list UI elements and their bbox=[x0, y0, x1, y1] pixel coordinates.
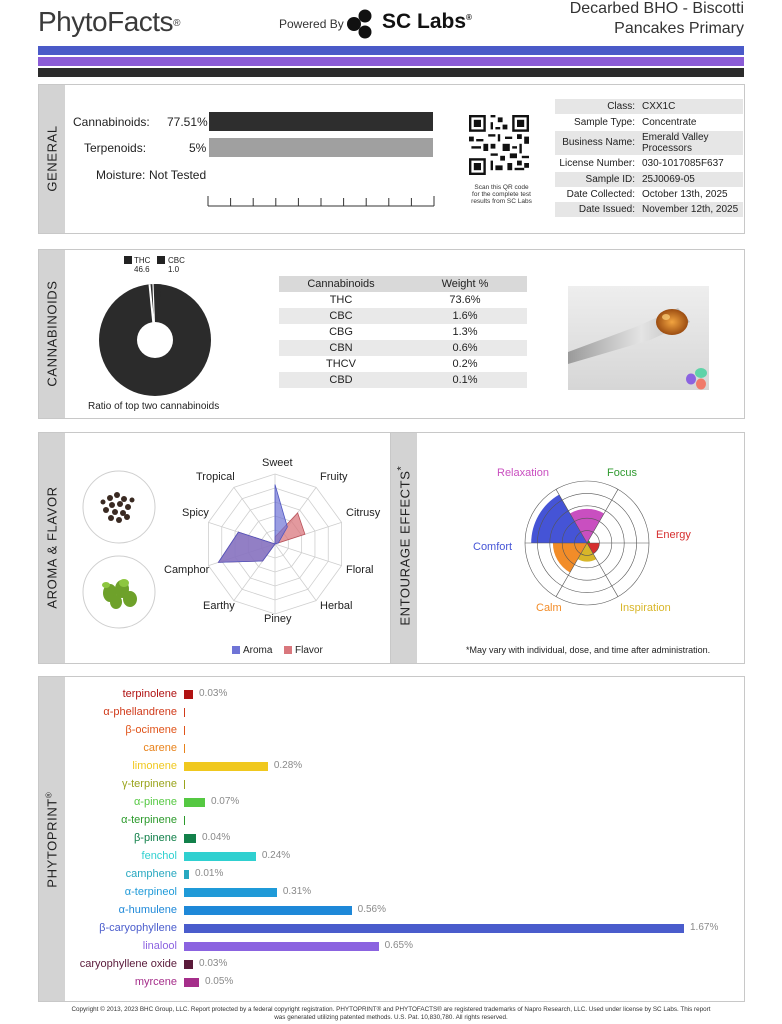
cell-name: CBC bbox=[329, 310, 353, 322]
terpene-value: 1.67% bbox=[690, 922, 719, 933]
axis-label-spicy: Spicy bbox=[182, 507, 209, 519]
info-row-sample-id bbox=[555, 172, 743, 187]
brand-mark: ® bbox=[173, 18, 180, 29]
terpene-bar bbox=[184, 762, 268, 771]
cell-weight: 1.3% bbox=[452, 326, 478, 338]
terpene-name: β-pinene bbox=[133, 832, 177, 844]
terpene-row bbox=[0, 902, 782, 920]
effect-label-inspiration: Inspiration bbox=[620, 602, 671, 614]
legend-cbc-value: 1.0 bbox=[168, 265, 180, 274]
terpene-bar bbox=[184, 870, 189, 879]
terpene-row bbox=[0, 704, 782, 722]
axis-label-fruity: Fruity bbox=[320, 471, 348, 483]
qr-caption bbox=[449, 184, 554, 205]
table-row bbox=[279, 340, 527, 356]
lab-name-text: SC Labs bbox=[382, 10, 467, 33]
stripe-black bbox=[38, 68, 744, 77]
legend-cbc-name: CBC bbox=[168, 256, 185, 265]
terpene-value: 0.07% bbox=[210, 796, 240, 807]
terpene-bar bbox=[184, 924, 684, 933]
terpene-bar bbox=[184, 978, 199, 987]
terpene-row bbox=[0, 791, 782, 812]
terpene-name: β-ocimene bbox=[125, 724, 177, 736]
terpene-bar bbox=[184, 708, 185, 717]
cannabinoids-side bbox=[39, 250, 65, 418]
product-title-line1: Decarbed BHO - Biscotti bbox=[569, 0, 744, 17]
lab-mark: ® bbox=[466, 13, 472, 22]
effect-label-calm: Calm bbox=[536, 602, 562, 614]
info-row-business-name bbox=[555, 131, 743, 155]
terpene-row bbox=[0, 938, 782, 956]
col-header-cannabinoids: Cannabinoids bbox=[307, 278, 375, 290]
terpene-name: caryophyllene oxide bbox=[79, 958, 177, 970]
info-row-date-issued bbox=[555, 202, 743, 217]
aroma-section-label: AROMA & FLAVOR bbox=[44, 486, 60, 609]
effects-title: ENTOURAGE EFFECTS bbox=[397, 470, 413, 626]
radar-spoke bbox=[275, 544, 342, 566]
terpene-bar bbox=[184, 798, 205, 807]
info-key: Date Collected: bbox=[566, 189, 635, 200]
axis-label-floral: Floral bbox=[346, 564, 374, 576]
cell-weight: 73.6% bbox=[449, 294, 481, 306]
legend-thc-swatch bbox=[124, 256, 132, 264]
terpene-value: 0.28% bbox=[273, 760, 303, 771]
terpene-name: α-pinene bbox=[133, 796, 177, 808]
terpene-name: myrcene bbox=[134, 976, 177, 988]
brand-logo bbox=[38, 6, 180, 38]
terpene-bar bbox=[184, 906, 352, 915]
hops-image bbox=[82, 555, 156, 629]
stripe-blue bbox=[38, 46, 744, 55]
legend-aroma-swatch bbox=[232, 646, 240, 654]
info-value: October 13th, 2025 bbox=[642, 189, 728, 200]
brand-name: PhytoFacts bbox=[38, 6, 174, 37]
table-row bbox=[279, 324, 527, 340]
terpene-bar bbox=[184, 888, 277, 897]
info-key: Sample Type: bbox=[574, 117, 635, 128]
terpene-bar bbox=[184, 780, 185, 789]
legend-cbc-swatch bbox=[157, 256, 165, 264]
legend-thc-name: THC bbox=[134, 256, 151, 265]
effects-wheel bbox=[512, 480, 662, 610]
terpene-name: β-caryophyllene bbox=[99, 922, 177, 934]
terpene-row bbox=[0, 884, 782, 902]
aroma-flavor-radar bbox=[160, 452, 390, 632]
terpene-value: 0.05% bbox=[204, 976, 234, 987]
axis-label-herbal: Herbal bbox=[320, 600, 353, 612]
axis-label-earthy: Earthy bbox=[203, 600, 235, 612]
info-value: 030-1017085F637 bbox=[642, 158, 724, 169]
terpene-bar bbox=[184, 816, 185, 825]
sc-labs-badge-icon bbox=[684, 366, 710, 392]
terpene-bar bbox=[184, 726, 185, 735]
terpene-row bbox=[0, 812, 782, 830]
info-key: Business Name: bbox=[562, 137, 635, 148]
phytoprint-mark: ® bbox=[44, 791, 54, 799]
info-value: November 12th, 2025 bbox=[642, 204, 739, 215]
info-key: Date Issued: bbox=[578, 204, 635, 215]
footer-copyright bbox=[30, 1006, 752, 1022]
effects-spoke bbox=[587, 543, 618, 597]
powered-by-label: Powered By bbox=[279, 17, 344, 31]
product-title-line2: Pancakes Primary bbox=[614, 20, 744, 37]
info-value: 25J0069-05 bbox=[642, 174, 695, 185]
qr-code-icon[interactable] bbox=[469, 115, 529, 175]
cell-name: CBN bbox=[329, 342, 353, 354]
terpene-bar bbox=[184, 960, 193, 969]
moisture-label: Moisture: bbox=[96, 168, 146, 182]
terpene-value: 0.03% bbox=[199, 688, 228, 699]
legend-aroma-label: Aroma bbox=[243, 645, 273, 656]
terpene-name: α-phellandrene bbox=[103, 706, 177, 718]
terpene-row bbox=[0, 758, 782, 776]
effect-label-energy: Energy bbox=[656, 529, 691, 541]
stripe-purple bbox=[38, 57, 744, 66]
cell-weight: 0.6% bbox=[452, 342, 478, 354]
cell-name: CBG bbox=[329, 326, 353, 338]
axis-label-piney: Piney bbox=[264, 613, 292, 625]
terpene-bar bbox=[184, 852, 256, 861]
effect-label-relaxation: Relaxation bbox=[497, 467, 549, 479]
effects-side bbox=[391, 433, 417, 663]
cannabinoids-section-label: CANNABINOIDS bbox=[44, 280, 60, 387]
cannabinoids-bar bbox=[209, 112, 433, 131]
cell-name: CBD bbox=[329, 374, 353, 386]
terpene-bar-chart bbox=[0, 686, 782, 996]
general-side bbox=[39, 85, 65, 233]
terpene-row bbox=[0, 776, 782, 794]
effects-mark: * bbox=[395, 465, 408, 471]
aroma-side bbox=[39, 433, 65, 663]
cell-name: THCV bbox=[326, 358, 356, 370]
cell-weight: 0.2% bbox=[452, 358, 478, 370]
info-key: Sample ID: bbox=[585, 174, 635, 185]
legend-flavor-swatch bbox=[284, 646, 292, 654]
cannabinoids-label: Cannabinoids: bbox=[73, 115, 150, 129]
terpenoids-value: 5% bbox=[189, 141, 207, 155]
info-value-line2: Processors bbox=[642, 143, 693, 154]
terpene-name: α-terpinene bbox=[121, 814, 177, 826]
info-key: Class: bbox=[607, 101, 635, 112]
terpenoids-label: Terpenoids: bbox=[84, 141, 147, 155]
info-key: License Number: bbox=[559, 158, 635, 169]
terpene-value: 0.65% bbox=[384, 940, 413, 951]
peppercorn-image bbox=[82, 470, 156, 544]
terpene-value: 0.24% bbox=[261, 850, 291, 861]
terpene-bar bbox=[184, 744, 185, 753]
terpene-row bbox=[0, 722, 782, 740]
info-value: Concentrate bbox=[642, 117, 697, 128]
terpene-name: camphene bbox=[125, 868, 177, 880]
terpene-value: 0.31% bbox=[282, 886, 312, 897]
effect-label-focus: Focus bbox=[607, 467, 637, 479]
legend-thc-value: 46.6 bbox=[134, 265, 150, 274]
phytoprint-title: PHYTOPRINT bbox=[44, 798, 60, 888]
info-value: CXX1C bbox=[642, 101, 676, 112]
sc-labs-logo-icon bbox=[345, 9, 377, 39]
qr-caption-line1: Scan this QR code bbox=[474, 184, 529, 191]
qr-caption-line2: for the complete test bbox=[472, 191, 531, 198]
table-header bbox=[279, 276, 527, 292]
terpene-name: fenchol bbox=[141, 850, 177, 862]
effect-label-comfort: Comfort bbox=[473, 541, 513, 553]
cannabinoid-ratio-donut bbox=[98, 283, 212, 397]
info-row-date-collected bbox=[555, 187, 743, 202]
info-row-sample-type bbox=[555, 115, 743, 130]
terpene-name: limonene bbox=[132, 760, 177, 772]
lab-name bbox=[382, 10, 472, 34]
qr-caption-line3: results from SC Labs bbox=[471, 198, 532, 205]
terpene-name: α-terpineol bbox=[124, 886, 177, 898]
terpene-bar bbox=[184, 690, 193, 699]
terpene-bar bbox=[184, 942, 379, 951]
moisture-value: Not Tested bbox=[149, 168, 207, 182]
ratio-caption: Ratio of top two cannabinoids bbox=[88, 401, 220, 412]
terpenoids-bar bbox=[209, 138, 433, 157]
axis-label-sweet: Sweet bbox=[262, 457, 293, 469]
terpene-row bbox=[0, 920, 782, 938]
table-row bbox=[279, 308, 527, 324]
terpene-value: 0.01% bbox=[195, 868, 224, 879]
general-scale-axis bbox=[207, 192, 437, 208]
terpene-name: carene bbox=[143, 742, 177, 754]
axis-label-camphor: Camphor bbox=[164, 564, 210, 576]
terpene-value: 0.04% bbox=[201, 832, 231, 843]
terpene-row bbox=[0, 830, 782, 848]
cannabinoids-value: 77.51% bbox=[167, 115, 208, 129]
general-section-label: GENERAL bbox=[44, 125, 60, 192]
effects-footnote: *May vary with individual, dose, and time after administration. bbox=[466, 645, 711, 655]
terpene-name: α-humulene bbox=[118, 904, 177, 916]
table-row bbox=[279, 356, 527, 372]
cell-weight: 0.1% bbox=[452, 374, 478, 386]
aroma-polygon bbox=[218, 485, 287, 563]
terpene-value: 0.56% bbox=[357, 904, 387, 915]
col-header-weight: Weight % bbox=[441, 278, 489, 290]
terpene-row bbox=[0, 848, 782, 866]
terpene-bar bbox=[184, 834, 196, 843]
table-row bbox=[279, 292, 527, 308]
terpene-row bbox=[0, 740, 782, 758]
legend-flavor-label: Flavor bbox=[295, 645, 323, 656]
effects-section-label bbox=[395, 465, 413, 626]
terpene-name: terpinolene bbox=[122, 688, 177, 700]
info-row-class bbox=[555, 99, 743, 114]
cannabinoid-table bbox=[279, 276, 527, 388]
terpene-name: linalool bbox=[142, 940, 177, 952]
footer-line2: was generated utilizing patented methods. U.S. Pat. 10,830,780. All rights reserved. bbox=[274, 1014, 508, 1021]
terpene-row bbox=[0, 974, 782, 992]
cell-weight: 1.6% bbox=[452, 310, 478, 322]
table-row bbox=[279, 372, 527, 388]
terpene-row bbox=[0, 956, 782, 974]
terpene-row bbox=[0, 866, 782, 884]
info-value: Emerald Valley bbox=[642, 132, 709, 143]
info-row-license bbox=[555, 156, 743, 171]
footer-line1: Copyright © 2013, 2023 BHC Group, LLC. Report protected by a federal copyright registration. PHYTOPRINT® and PHYTOFACTS® are registered trademarks of Napro Research, LLC. Used under license by SC Labs. This report bbox=[71, 1006, 711, 1013]
terpene-name: γ-terpinene bbox=[121, 778, 177, 790]
axis-label-citrusy: Citrusy bbox=[346, 507, 381, 519]
cell-name: THC bbox=[329, 294, 353, 306]
radar-spoke bbox=[275, 544, 316, 601]
terpene-value: 0.03% bbox=[199, 958, 228, 969]
axis-label-tropical: Tropical bbox=[196, 471, 235, 483]
terpene-row bbox=[0, 686, 782, 704]
